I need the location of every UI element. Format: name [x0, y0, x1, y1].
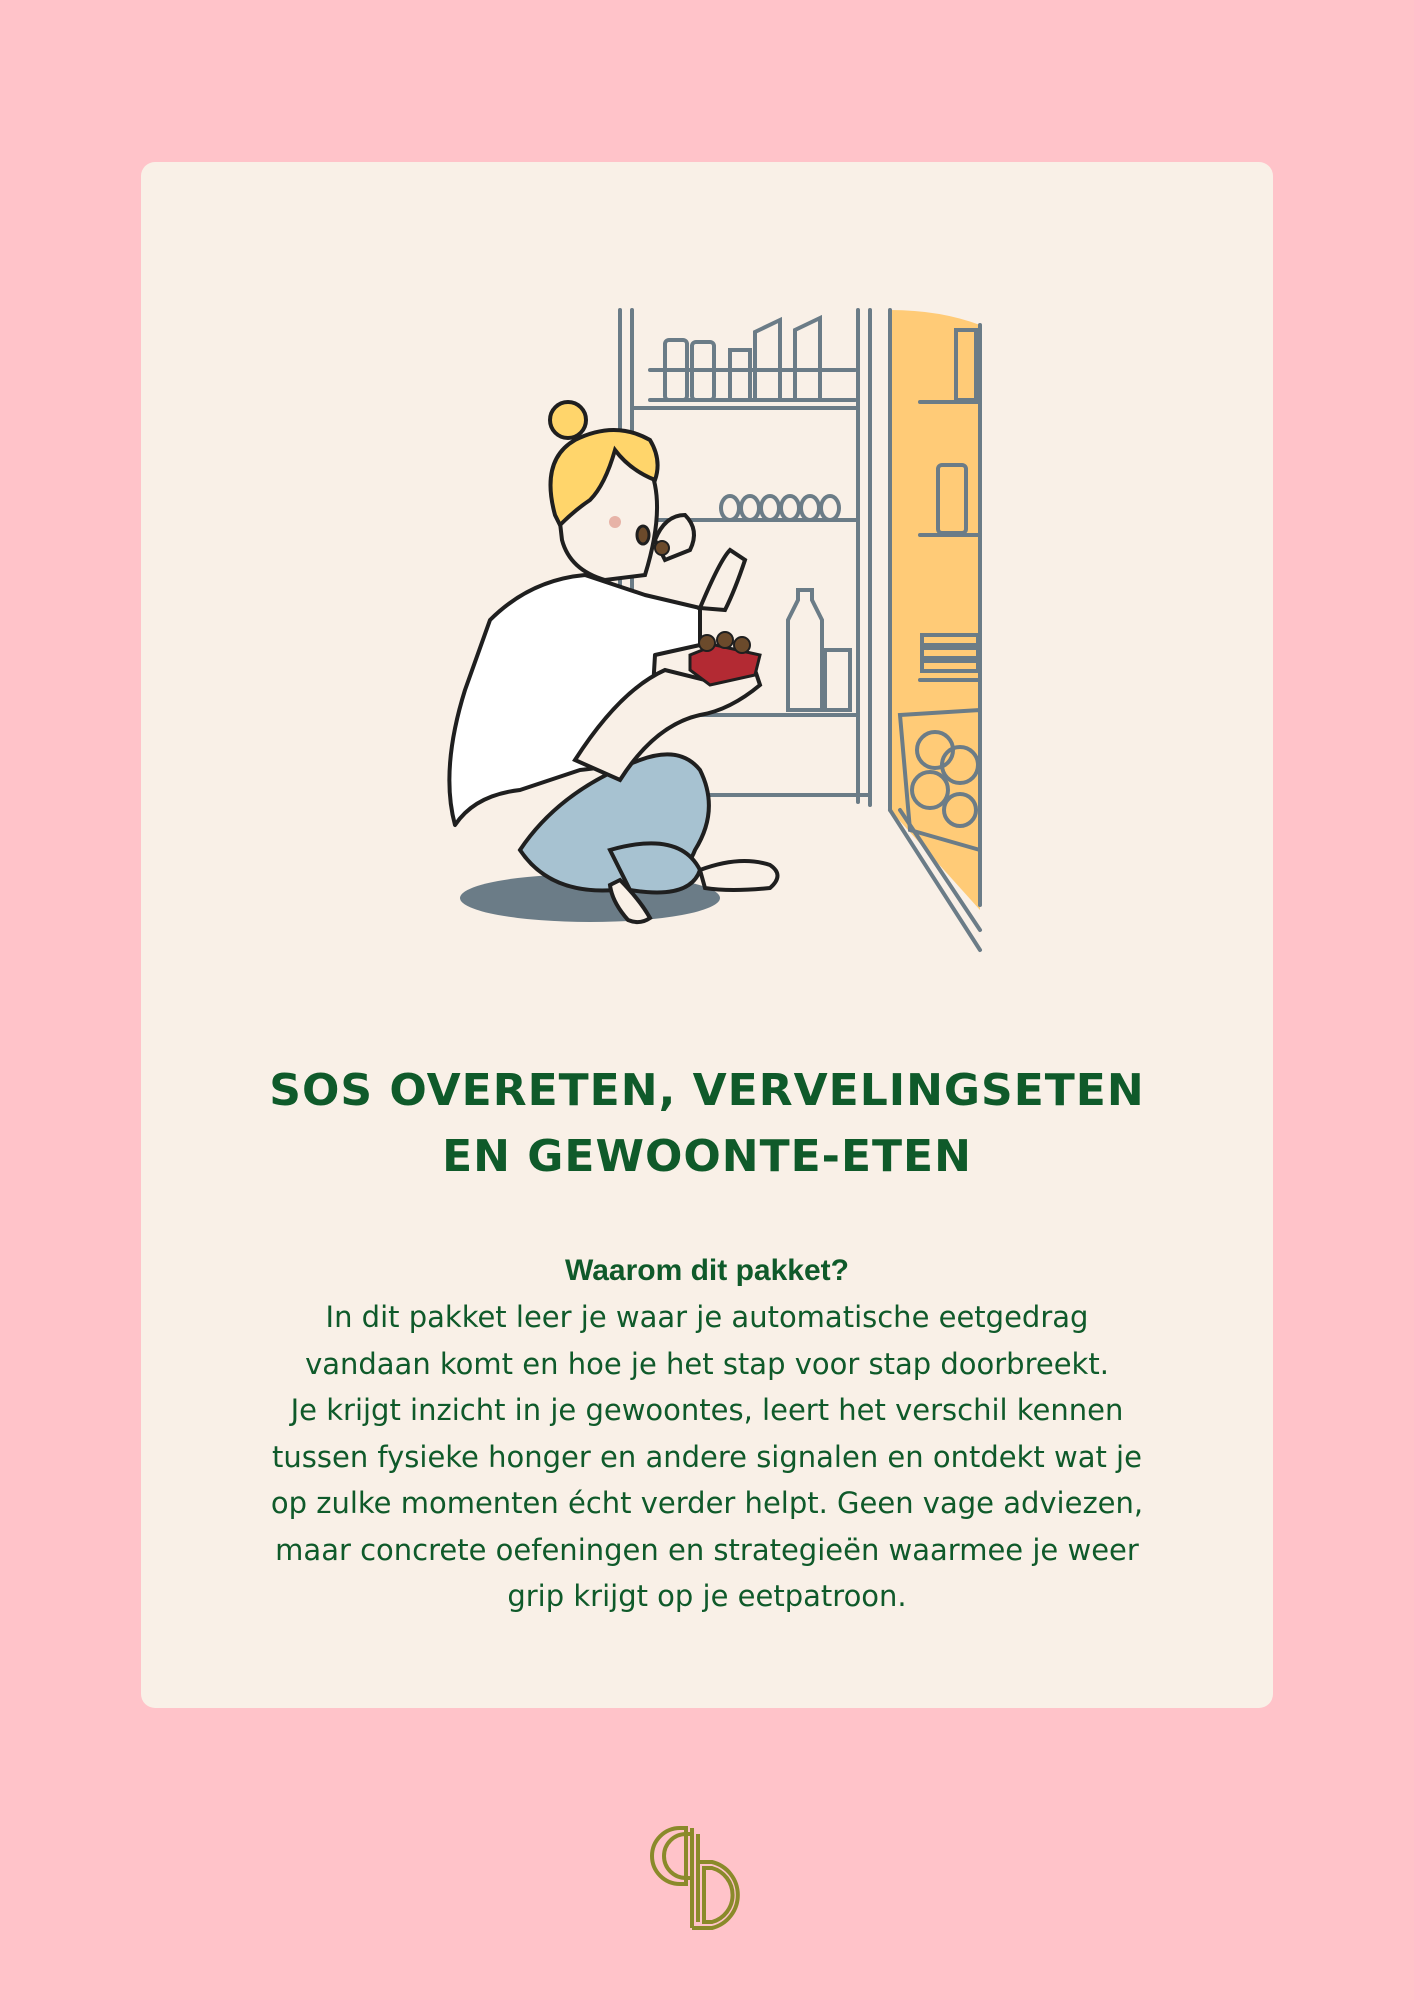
subheading: Waarom dit pakket?: [565, 1254, 849, 1287]
description-block: [221, 1248, 1193, 1620]
woman-eating-at-fridge-illustration: [400, 290, 1020, 970]
paragraph-line: maar concrete oefeningen en strategieën waarmee je weer: [275, 1532, 1139, 1567]
paragraph-line: grip krijgt op je eetpatroon.: [507, 1579, 907, 1613]
paragraph-line: Je krijgt inzicht in je gewoontes, leert het verschil kennen: [290, 1393, 1124, 1427]
paragraph-line: tussen fysieke honger en andere signalen en ontdekt wat je: [272, 1439, 1142, 1474]
page-title: [141, 1058, 1273, 1190]
monogram-logo: [646, 1822, 766, 1934]
paragraph-line: vandaan komt en hoe je het stap voor stap doorbreekt.: [305, 1346, 1109, 1381]
title-line-1: SOS OVERETEN, VERVELINGSETEN: [269, 1065, 1145, 1116]
title-line-2: EN GEWOONTE-ETEN: [442, 1131, 972, 1182]
paragraph-line: op zulke momenten écht verder helpt. Geen vage adviezen,: [270, 1486, 1144, 1520]
description-paragraph: [221, 1294, 1193, 1620]
paragraph-line: In dit pakket leer je waar je automatische eetgedrag: [325, 1300, 1089, 1334]
